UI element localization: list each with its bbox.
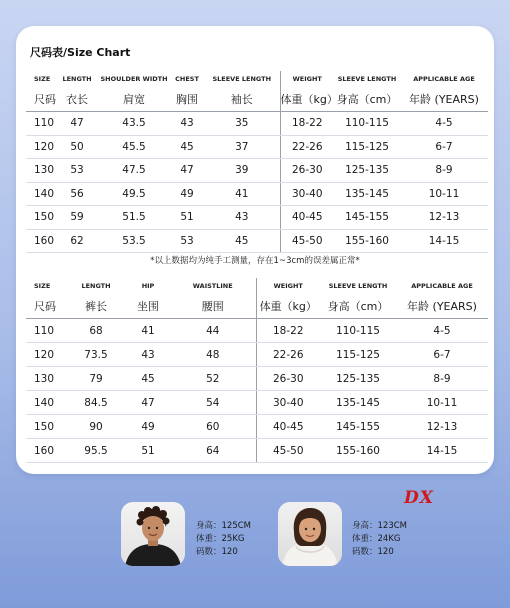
- table-row-cell: 135-145: [334, 182, 400, 206]
- table-row-cell: 68: [66, 319, 126, 343]
- table-row-cell: 54: [170, 391, 256, 415]
- header-row-cn-cell: 年龄 (YEARS): [400, 87, 488, 112]
- table-row: [26, 415, 488, 439]
- model-1-size: 码数：120: [196, 547, 238, 557]
- table-row-cell: 8-9: [396, 367, 488, 391]
- table-row-cell: 150: [26, 206, 56, 230]
- table-row-cell: 43: [126, 343, 170, 367]
- table-row-cell: 4-5: [400, 112, 488, 136]
- table-row-cell: 8-9: [400, 159, 488, 183]
- table-row-cell: 49.5: [98, 182, 170, 206]
- table-row-cell: 12-13: [400, 206, 488, 230]
- table-row-cell: 79: [66, 367, 126, 391]
- table-row-cell: 47: [170, 159, 204, 183]
- table-row-cell: 41: [204, 182, 280, 206]
- table-row-cell: 125-135: [320, 367, 396, 391]
- table-row-cell: 48: [170, 343, 256, 367]
- model-2-height: 身高：123CM: [352, 521, 407, 531]
- table-row-cell: 43.5: [98, 112, 170, 136]
- header-row-cn-cell: 尺码: [26, 294, 66, 319]
- header-row-cn-cell: 裤长: [66, 294, 126, 319]
- header-row-en-cell: HIP: [141, 282, 155, 290]
- table-row-cell: 53: [56, 159, 98, 183]
- model-1-height: 身高：125CM: [196, 521, 251, 531]
- table-row-cell: 110: [26, 319, 66, 343]
- table-row-cell: 115-125: [320, 343, 396, 367]
- table-row-cell: 44: [170, 319, 256, 343]
- table-row-cell: 160: [26, 229, 56, 253]
- table-row-cell: 40-45: [280, 206, 334, 230]
- table-row-cell: 110-115: [334, 112, 400, 136]
- table-row-cell: 90: [66, 415, 126, 439]
- table-row-cell: 53: [170, 229, 204, 253]
- header-row-cn-cell: 衣长: [56, 87, 98, 112]
- table-row-cell: 125-135: [334, 159, 400, 183]
- table-row-cell: 120: [26, 343, 66, 367]
- header-row-en-cell: APPLICABLE AGE: [413, 75, 475, 83]
- table-row: [26, 319, 488, 343]
- table-row-cell: 64: [170, 439, 256, 463]
- table-row-cell: 18-22: [256, 319, 320, 343]
- table-row-cell: 51: [126, 439, 170, 463]
- header-row-en-cell: LENGTH: [81, 282, 111, 290]
- table-row: [26, 343, 488, 367]
- table-row-cell: 47: [56, 112, 98, 136]
- header-row-cn-cell: 腰围: [170, 294, 256, 319]
- header-row-cn: [26, 87, 488, 112]
- table-row-cell: 26-30: [280, 159, 334, 183]
- table-row-cell: 41: [126, 319, 170, 343]
- header-row-cn-cell: 坐围: [126, 294, 170, 319]
- header-row-en-cell: LENGTH: [62, 75, 92, 83]
- table-row-cell: 115-125: [334, 135, 400, 159]
- table-row-cell: 155-160: [320, 439, 396, 463]
- table-row-cell: 43: [170, 112, 204, 136]
- table-row-cell: 95.5: [66, 439, 126, 463]
- table-row-cell: 18-22: [280, 112, 334, 136]
- table-row-cell: 60: [170, 415, 256, 439]
- table-row-cell: 49: [126, 415, 170, 439]
- table-row: [26, 206, 488, 230]
- header-row-en-cell: SLEEVE LENGTH: [328, 282, 388, 290]
- table-row-cell: 51: [170, 206, 204, 230]
- header-row-cn-cell: 尺码: [26, 87, 56, 112]
- table-row: [26, 439, 488, 463]
- table-row-cell: 43: [204, 206, 280, 230]
- table-row-cell: 135-145: [320, 391, 396, 415]
- model-info-2: [352, 520, 407, 559]
- table-row-cell: 45: [126, 367, 170, 391]
- header-row-cn: [26, 294, 488, 319]
- table-row-cell: 150: [26, 415, 66, 439]
- table-row-cell: 49: [170, 182, 204, 206]
- table-row-cell: 6-7: [396, 343, 488, 367]
- header-row-en-cell: SLEEVE LENGTH: [204, 71, 280, 87]
- table-row-cell: 45-50: [280, 229, 334, 253]
- table-row: [26, 229, 488, 253]
- header-row-en-cell: WEIGHT: [273, 282, 303, 290]
- table-row-cell: 140: [26, 182, 56, 206]
- table-row: [26, 391, 488, 415]
- header-row-en: [26, 278, 488, 294]
- table-row-cell: 110-115: [320, 319, 396, 343]
- size-chart-card: [16, 26, 494, 474]
- header-row-en: [26, 71, 488, 87]
- header-row-en-cell: CHEST: [175, 75, 199, 83]
- header-row-cn-cell: 身高（cm）: [334, 87, 400, 112]
- table-row-cell: 52: [170, 367, 256, 391]
- header-row-en-cell: SLEEVE LENGTH: [337, 75, 397, 83]
- table-row-cell: 155-160: [334, 229, 400, 253]
- table-row-cell: 4-5: [396, 319, 488, 343]
- table-row-cell: 45-50: [256, 439, 320, 463]
- table-row-cell: 10-11: [396, 391, 488, 415]
- header-row-en-cell: SIZE: [34, 75, 51, 83]
- table-row-cell: 6-7: [400, 135, 488, 159]
- table-row-cell: 10-11: [400, 182, 488, 206]
- table-row-cell: 62: [56, 229, 98, 253]
- bottom-size-table: [26, 278, 488, 463]
- table-row-cell: 53.5: [98, 229, 170, 253]
- table-row-cell: 45.5: [98, 135, 170, 159]
- header-row-cn-cell: 肩宽: [98, 87, 170, 112]
- table-row-cell: 56: [56, 182, 98, 206]
- table-row: [26, 367, 488, 391]
- table-row: [26, 135, 488, 159]
- table-row-cell: 145-155: [320, 415, 396, 439]
- table-row-cell: 120: [26, 135, 56, 159]
- table-row-cell: 12-13: [396, 415, 488, 439]
- model-photo-boy: [121, 502, 185, 566]
- header-row-cn-cell: 体重（kg）: [280, 87, 334, 112]
- table-row-cell: 22-26: [256, 343, 320, 367]
- model-1-weight: 体重：25KG: [196, 534, 245, 544]
- chart-title: 尺码表/Size Chart: [30, 46, 131, 59]
- table-row-cell: 130: [26, 367, 66, 391]
- measurement-note: *以上数据均为纯手工测量，存在1~3cm的误差属正常*: [150, 256, 360, 266]
- table-row: [26, 182, 488, 206]
- table-row-cell: 39: [204, 159, 280, 183]
- table-row-cell: 35: [204, 112, 280, 136]
- table-row-cell: 40-45: [256, 415, 320, 439]
- header-row-en-cell: SHOULDER WIDTH: [100, 75, 168, 83]
- table-row-cell: 50: [56, 135, 98, 159]
- table-row-cell: 37: [204, 135, 280, 159]
- table-row-cell: 84.5: [66, 391, 126, 415]
- header-row-en-cell: APPLICABLE AGE: [411, 282, 473, 290]
- header-row-cn-cell: 胸围: [170, 87, 204, 112]
- table-row-cell: 30-40: [280, 182, 334, 206]
- model-photo-girl: [278, 502, 342, 566]
- table-row-cell: 45: [170, 135, 204, 159]
- header-row-cn-cell: 年龄 (YEARS): [396, 294, 488, 319]
- table-row-cell: 47.5: [98, 159, 170, 183]
- header-row-cn-cell: 身高（cm）: [320, 294, 396, 319]
- table-row-cell: 145-155: [334, 206, 400, 230]
- header-row-en-cell: SIZE: [34, 282, 51, 290]
- table-row-cell: 110: [26, 112, 56, 136]
- model-2-weight: 体重：24KG: [352, 534, 401, 544]
- header-row-cn-cell: 袖长: [204, 87, 280, 112]
- table-row-cell: 14-15: [400, 229, 488, 253]
- table-row-cell: 51.5: [98, 206, 170, 230]
- header-row-en-cell: WEIGHT: [292, 75, 322, 83]
- header-row-cn-cell: 体重（kg）: [256, 294, 320, 319]
- dx-watermark: DX: [404, 488, 434, 508]
- table-row-cell: 45: [204, 229, 280, 253]
- table-row-cell: 14-15: [396, 439, 488, 463]
- table-row-cell: 22-26: [280, 135, 334, 159]
- table-row-cell: 130: [26, 159, 56, 183]
- table-row: [26, 112, 488, 136]
- header-row-en-cell: WAISTLINE: [170, 278, 256, 294]
- table-row-cell: 140: [26, 391, 66, 415]
- table-row-cell: 73.5: [66, 343, 126, 367]
- top-size-table: [26, 71, 488, 253]
- table-row-cell: 47: [126, 391, 170, 415]
- model-2-size: 码数：120: [352, 547, 394, 557]
- table-row-cell: 160: [26, 439, 66, 463]
- model-info-1: [196, 520, 251, 559]
- table-row-cell: 26-30: [256, 367, 320, 391]
- table-row: [26, 159, 488, 183]
- table-row-cell: 59: [56, 206, 98, 230]
- table-row-cell: 30-40: [256, 391, 320, 415]
